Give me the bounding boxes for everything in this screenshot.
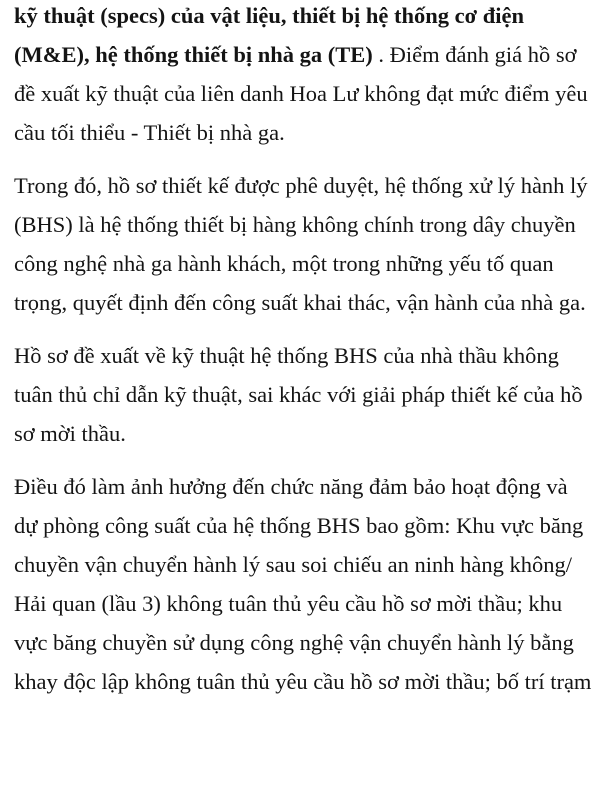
paragraph-2: Trong đó, hồ sơ thiết kế được phê duyệt, hệ thống xử lý hành lý (BHS) là hệ thống thiết bị hàng không chính trong dây chuyền công nghệ nhà ga hành khách, một trong những yếu tố quan trọng, quyết định đến công suất khai thác, vận hành của nhà ga. xyxy=(14,173,588,315)
paragraph-4: Điều đó làm ảnh hưởng đến chức năng đảm bảo hoạt động và dự phòng công suất của hệ thống BHS bao gồm: Khu vực băng chuyền vận chuyển hành lý sau soi chiếu an ninh hàng không/ Hải quan (lầu 3) không tuân thủ yêu cầu hồ sơ mời thầu; khu vực băng chuyền sử dụng công nghệ vận chuyển hành lý bằng khay độc lập không tuân thủ yêu cầu hồ sơ mời thầu; bố trí trạm xyxy=(14,474,592,694)
paragraph-1 xyxy=(14,0,594,152)
paragraph-3: Hồ sơ đề xuất về kỹ thuật hệ thống BHS của nhà thầu không tuân thủ chỉ dẫn kỹ thuật, sai khác với giải pháp thiết kế của hồ sơ mời thầu. xyxy=(14,343,583,446)
paragraph-1-text: . Điểm đánh giá hồ sơ đề xuất kỹ thuật của liên danh Hoa Lư không đạt mức điểm yêu cầu tối thiểu - Thiết bị nhà ga. xyxy=(14,42,588,145)
paragraph-1-bold-text: kỹ thuật (specs) của vật liệu, thiết bị hệ thống cơ điện (M&E), hệ thống thiết bị nhà ga (TE) xyxy=(14,3,524,67)
article-body xyxy=(14,0,594,715)
